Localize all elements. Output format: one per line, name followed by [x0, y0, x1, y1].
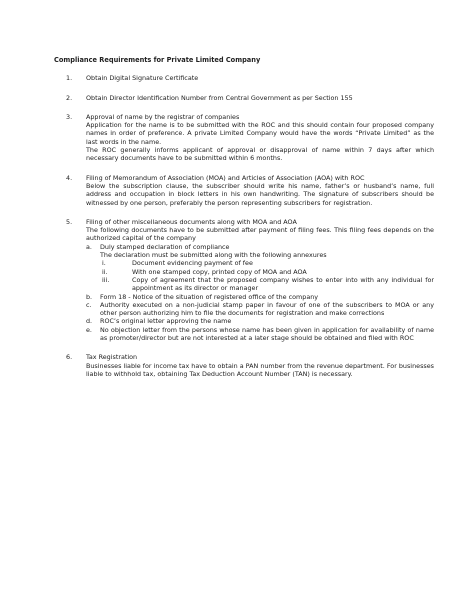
sub-item-c: [86, 301, 434, 318]
item-number: 5.: [66, 217, 73, 226]
list-item-6: [54, 353, 434, 378]
item-paragraph: Application for the name is to be submitted with the ROC and this should contain four proposed company names in order of preference. A private Limited Company would have the words “Private Limited” as the last words in the name.: [86, 121, 434, 146]
item-heading: Filing of other miscellaneous documents along with MOA and AOA: [86, 217, 297, 226]
sub-item-e: [86, 326, 434, 343]
document-title: Compliance Requirements for Private Limited Company: [54, 56, 261, 64]
sub-item-text: Authority executed on a non-judicial stamp paper in favour of one of the subscribers to MOA or any other person authorizing him to file the documents for registration and make corrections: [100, 300, 434, 318]
sub-item-text: Form 18 - Notice of the situation of registered office of the company: [100, 292, 319, 301]
sub-item-letter: d.: [86, 317, 93, 326]
list-item-1: [54, 74, 434, 82]
roman-item-iii: [100, 276, 434, 293]
item-heading: Approval of name by the registrar of companies: [86, 112, 240, 121]
list-item-4: [54, 174, 434, 207]
item-number: 1.: [66, 74, 73, 83]
item-paragraph: The ROC generally informs applicant of approval or disapproval of name within 7 days after which necessary documents have to be submitted within 6 months.: [86, 146, 434, 163]
item-paragraph: The following documents have to be submitted after payment of filing fees. This filing fees depends on the authorized capital of the company: [86, 226, 434, 243]
roman-text: Document evidencing payment of fee: [132, 259, 253, 268]
roman-text: With one stamped copy, printed copy of MOA and AOA: [132, 267, 307, 276]
item-paragraph: Businesses liable for income tax have to obtain a PAN number from the revenue department. For businesses liable to withhold tax, obtaining Tax Deduction Account Number (TAN) is necessary.: [86, 361, 434, 378]
list-item-2: [54, 94, 434, 102]
item-heading: Obtain Director Identification Number from Central Government as per Section 155: [86, 93, 353, 102]
sub-item-text: ROC’s original letter approving the name: [100, 317, 232, 326]
roman-number: i.: [102, 259, 106, 268]
sub-item-b: [86, 293, 434, 301]
sub-item-letter: c.: [86, 300, 92, 309]
list-item-3: [54, 113, 434, 163]
sub-item-letter: e.: [86, 325, 92, 334]
item-heading: Obtain Digital Signature Certificate: [86, 74, 199, 83]
roman-item-ii: [100, 268, 434, 276]
sub-item-d: [86, 317, 434, 325]
item-heading: Filing of Memorandum of Association (MOA) and Articles of Association (AOA) with ROC: [86, 173, 365, 182]
item-number: 3.: [66, 112, 73, 121]
sub-item-text: Duly stamped declaration of compliance: [100, 242, 230, 251]
roman-number: iii.: [102, 275, 110, 284]
item-heading: Tax Registration: [86, 353, 138, 362]
item-number: 6.: [66, 353, 73, 362]
list-item-5: [54, 218, 434, 342]
sub-item-text: No objection letter from the persons whose name has been given in application for availability of name as promoter/director but are not interested at a later stage should be obtained and filed with ROC: [100, 325, 434, 343]
sub-item-note: The declaration must be submitted along with the following annexures: [100, 251, 327, 260]
sub-item-letter: b.: [86, 292, 93, 301]
sub-item-a: [86, 243, 434, 293]
sub-item-letter: a.: [86, 242, 92, 251]
item-number: 4.: [66, 173, 73, 182]
roman-number: ii.: [102, 267, 108, 276]
item-paragraph: Below the subscription clause, the subscriber should write his name, father’s or husband’s name, full address and occupation in block letters in his own handwriting. The signature of subscribers should be witnessed by one person, preferably the person representing subscribers for registration.: [86, 181, 434, 207]
roman-text: Copy of agreement that the proposed company wishes to enter into with any individual for appointment as its director or manager: [132, 275, 434, 293]
roman-item-i: [100, 259, 434, 267]
item-number: 2.: [66, 93, 73, 102]
